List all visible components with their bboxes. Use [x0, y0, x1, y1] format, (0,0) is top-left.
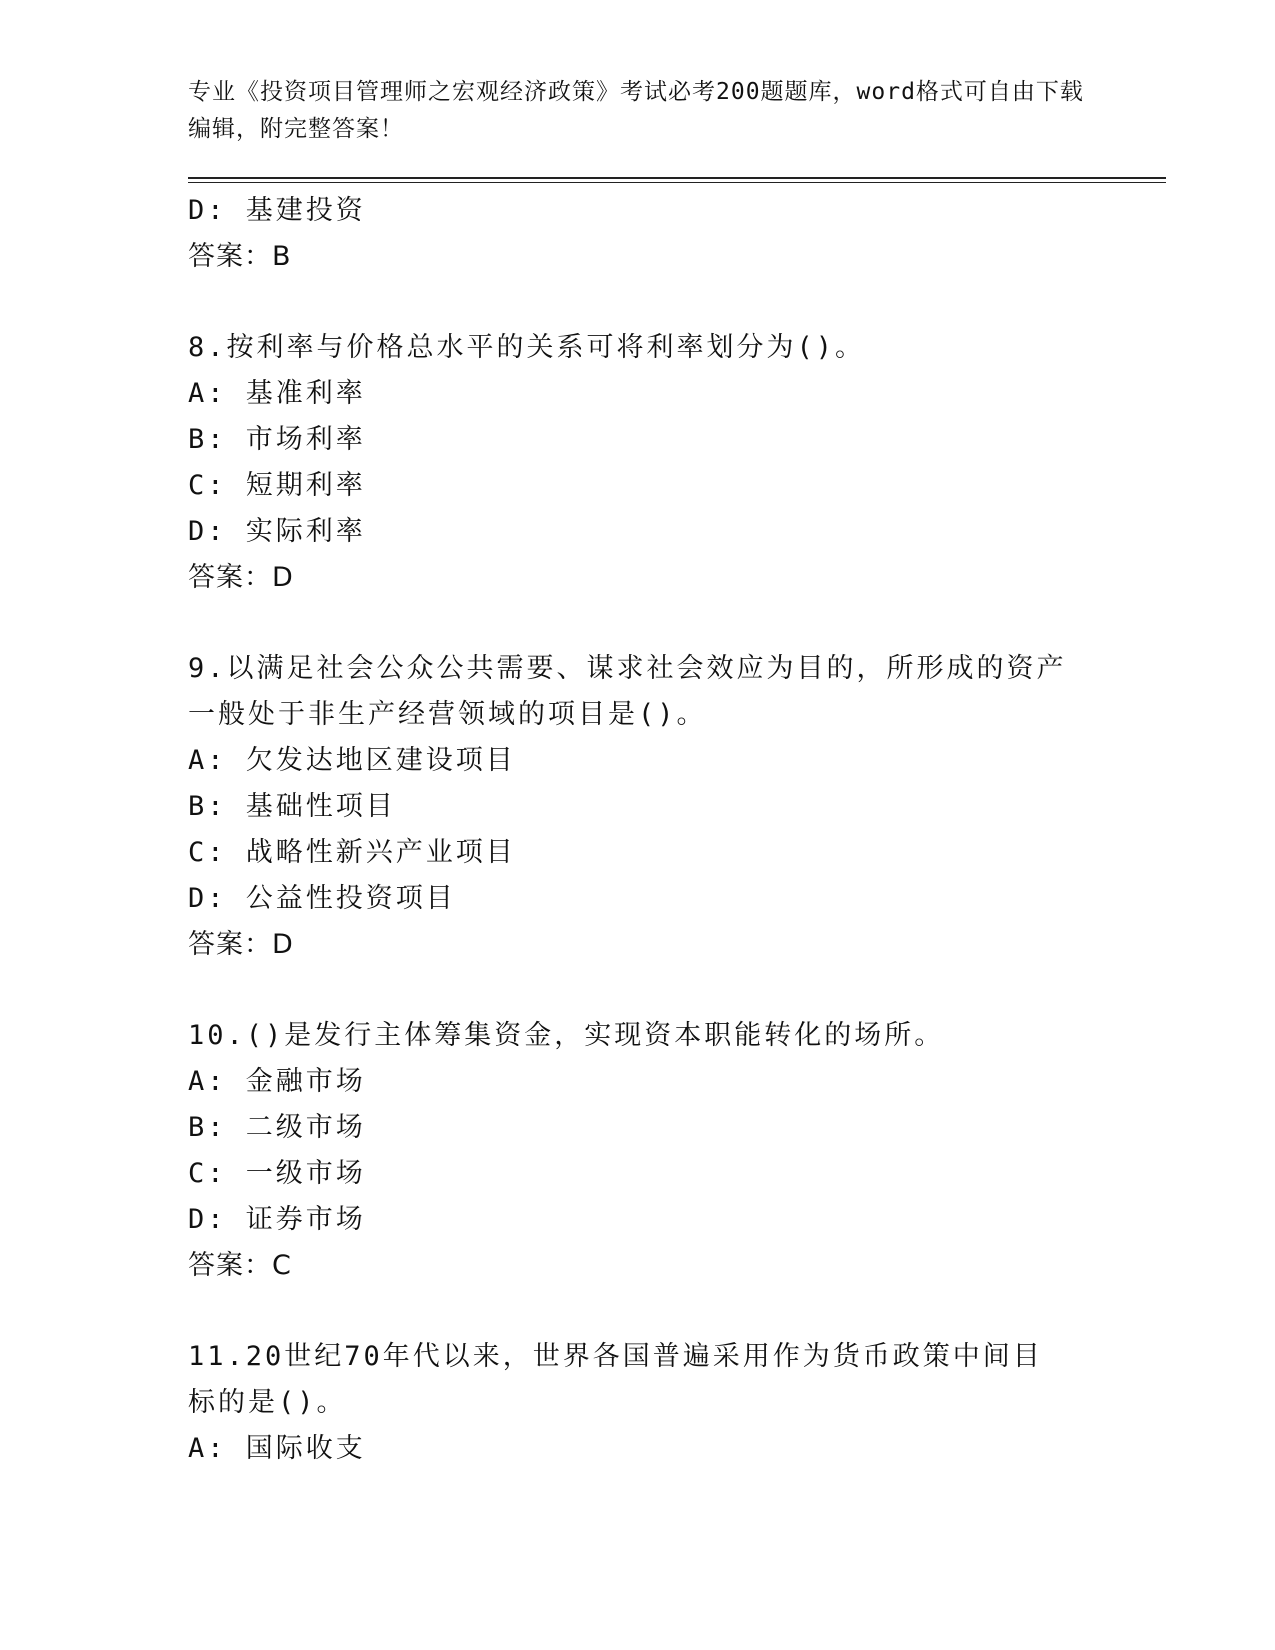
question-stem: 9.以满足社会公众公共需要、谋求社会效应为目的，所形成的资产一般处于非生产经营领域的项目是()。 — [188, 653, 1067, 730]
question-stem: 10.()是发行主体筹集资金，实现资本职能转化的场所。 — [188, 1020, 945, 1051]
question-11 — [188, 1334, 1088, 1472]
option-d: D: 公益性投资项目 — [188, 883, 456, 914]
answer-line: 答案：B — [188, 241, 292, 272]
answer-line: 答案：C — [188, 1250, 292, 1281]
option-a: A: 金融市场 — [188, 1066, 366, 1097]
option-a: A: 国际收支 — [188, 1433, 366, 1464]
document-header: 专业《投资项目管理师之宏观经济政策》考试必考200题题库，word格式可自由下载编辑，附完整答案！ — [188, 79, 1084, 142]
option-b: B: 二级市场 — [188, 1112, 366, 1143]
option-c: C: 一级市场 — [188, 1158, 366, 1189]
question-8 — [188, 325, 1088, 601]
header-divider-thick — [188, 177, 1166, 179]
question-content — [188, 188, 1088, 1472]
question-stem: 11.20世纪70年代以来，世界各国普遍采用作为货币政策中间目标的是()。 — [188, 1341, 1043, 1418]
option-b: B: 市场利率 — [188, 424, 366, 455]
spacer — [188, 280, 1088, 325]
header-divider-thin — [188, 182, 1166, 183]
question-10 — [188, 1013, 1088, 1289]
option-a: A: 基准利率 — [188, 378, 366, 409]
question-9 — [188, 646, 1088, 968]
option-c: C: 战略性新兴产业项目 — [188, 837, 516, 868]
option-c: C: 短期利率 — [188, 470, 366, 501]
option-d: D: 基建投资 — [188, 195, 366, 226]
question-stem: 8.按利率与价格总水平的关系可将利率划分为()。 — [188, 332, 866, 363]
answer-line: 答案：D — [188, 929, 294, 960]
option-d: D: 证券市场 — [188, 1204, 366, 1235]
option-a: A: 欠发达地区建设项目 — [188, 745, 516, 776]
partial-question-7 — [188, 188, 1088, 280]
spacer — [188, 1289, 1088, 1334]
spacer — [188, 968, 1088, 1013]
answer-line: 答案：D — [188, 562, 294, 593]
spacer — [188, 601, 1088, 646]
option-d: D: 实际利率 — [188, 516, 366, 547]
option-b: B: 基础性项目 — [188, 791, 396, 822]
